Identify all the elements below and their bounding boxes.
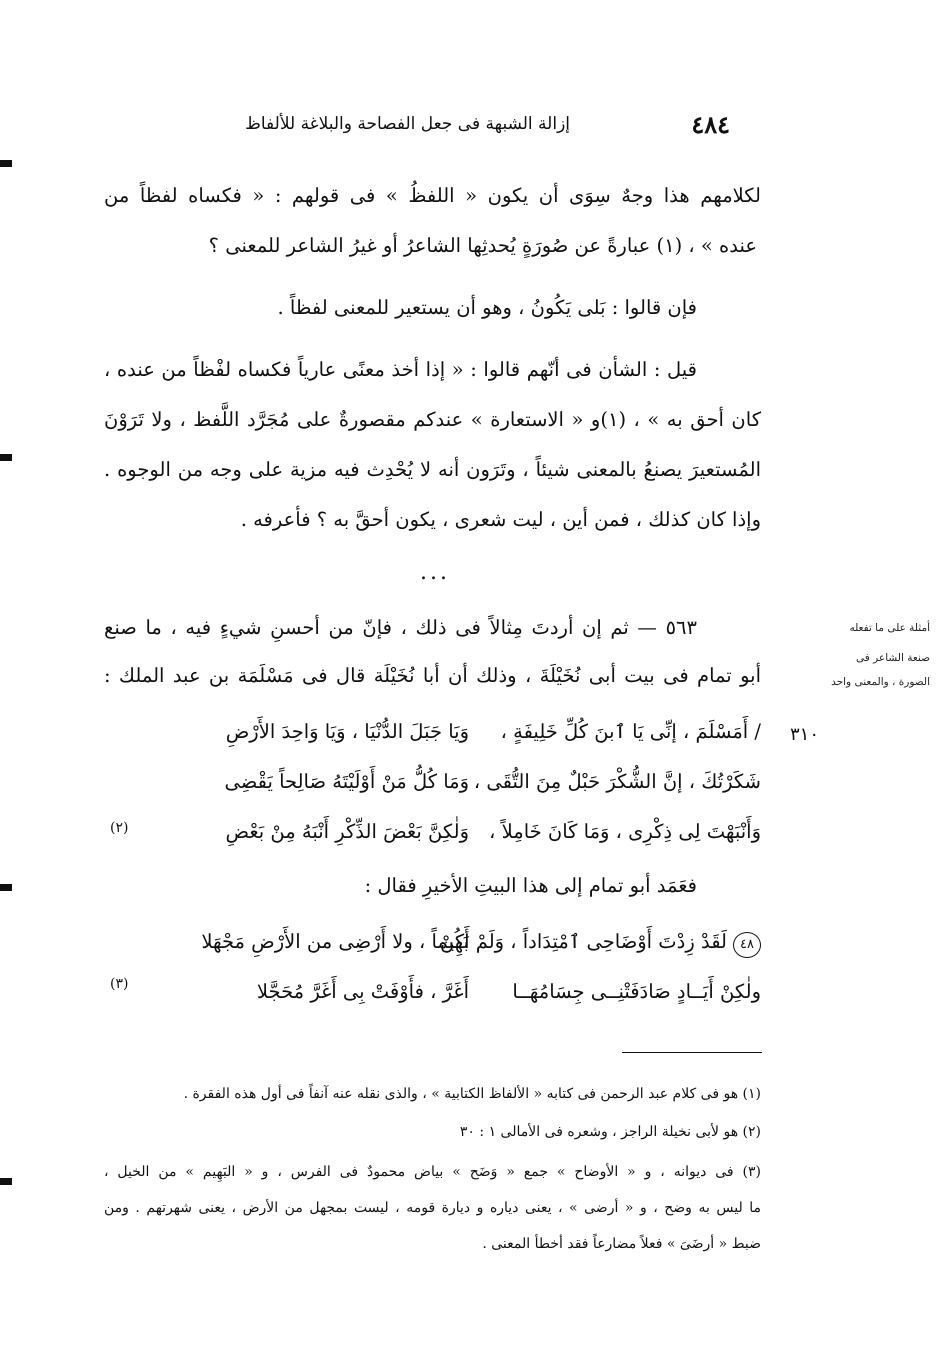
margin-note-line: صنعة الشاعر فى xyxy=(856,652,930,664)
section-separator: ... xyxy=(420,560,450,585)
footnote-reference: (٣) xyxy=(110,976,129,992)
footnote-rule xyxy=(622,1052,762,1053)
verse-hemistich-first: ولٰكِنْ أَيَــادٍ صَادَفَتْنِــى جِسَامُهَــا xyxy=(512,980,761,1003)
page-number: ٤٨٤ xyxy=(691,110,730,139)
verse-hemistich-second: بَهِيماً ، ولا أَرْضِى من الأَرْضِ مَجْهَلا xyxy=(201,930,469,953)
verse-text: لَقَدْ زِدْتَ أَوْضَاحِى ٱمْتِدَاداً ، وَلَمْ أَكُنْ xyxy=(439,930,727,953)
verse-hemistich-first xyxy=(440,930,761,958)
verse-hemistich-first: / أَمَسْلَمَ ، إنِّى يَا ٱبنَ كُلِّ خَلِيفَةٍ ، xyxy=(500,720,761,743)
verse-hemistich-second: وَيَا جَبَلَ الدُّنْيَا ، وَيَا وَاحِدَ الأَرْضِ xyxy=(225,720,469,743)
edge-mark xyxy=(0,884,12,891)
transition-line: فعَمَد أبو تمام إلى هذا البيتِ الأخيرِ فقال : xyxy=(364,874,697,897)
margin-note-line: الصورة ، والمعنى واحد xyxy=(831,676,930,688)
paragraph-563-line: أبو تمام فى بيت أبى نُخَيْلَةَ ، وذلك أن أبا نُخَيْلَة قال فى مَسْلَمَة بن عبد الملك : xyxy=(104,664,761,687)
footnote-3: (٣) فى ديوانه ، و « الأوضاح » جمع « وَضَح » بياض محمودٌ فى الفرس ، و « البَهِيم » من الخيل ، xyxy=(104,1164,761,1180)
verse-hemistich-second: أَغَرَّ ، فأَوْفَتْ بِى أَغَرَّ مُحَجَّلا xyxy=(256,980,469,1003)
body-line: كان أحق به » ، (١)و « الاستعارة » عندكم مقصورةٌ على مُجَرَّد اللَّفظ ، ولا تَرَوْنَ xyxy=(104,408,761,431)
edge-mark xyxy=(0,160,12,167)
running-header xyxy=(245,110,730,140)
body-line: فإن قالوا : بَلى يَكُونُ ، وهو أن يستعير للمعنى لفظاً . xyxy=(277,296,697,319)
margin-note-line: أمثلة على ما تفعله xyxy=(849,622,930,634)
verse-hemistich-first: وَأَنْبَهْتَ لِى ذِكْرِى ، وَمَا كَانَ خَامِلاً ، xyxy=(489,820,761,843)
footnote-reference: (٢) xyxy=(110,820,129,836)
footnote-3-continued: ما ليس به وضح ، و « أرضى » ، يعنى دياره و ديارة قومه ، ليست بمجهل من الأرض ، يعنى شهرتهم . ومن xyxy=(104,1200,761,1216)
body-line: المُستعيرَ يصنعُ بالمعنى شيئاً ، وتَرَون أنه لا يُحْدِث فيه مزية على وجه من الوجوه . xyxy=(104,458,761,481)
footnote-2: (٢) هو لأبى نخيلة الراجز ، وشعره فى الأمالى ١ : ٣٠ xyxy=(459,1124,761,1140)
verse-hemistich-second: وَمَا كُلُّ مَنْ أَوْلَيْتَهُ صَالِحاً يَقْضِى xyxy=(224,770,469,793)
header-title: إزالة الشبهة فى جعل الفصاحة والبلاغة للألفاظ xyxy=(245,114,570,134)
paragraph-563-line: ٥٦٣ — ثم إن أردتَ مِثالاً فى ذلك ، فإنّ من أحسنِ شيءٍ فيه ، ما صنع xyxy=(104,616,697,639)
body-line: لكلامهم هذا وجهٌ سِوَى أن يكون « اللفظُ » فى قولهم : « فكساه لفظاً من xyxy=(104,184,762,207)
edge-mark xyxy=(0,454,12,461)
body-line: وإذا كان كذلك ، فمن أين ، ليت شعرى ، يكون أحقَّ به ؟ فأعرفه . xyxy=(240,508,761,531)
body-line: قيل : الشأن فى أنّهم قالوا : « إذا أخذ معنًى عارياً فكساه لفْظاً من عنده ، xyxy=(104,358,697,381)
edge-mark xyxy=(0,1178,12,1185)
footnote-1: (١) هو فى كلام عبد الرحمن فى كتابه « الألفاظ الكتابية » ، والذى نقله عنه آنفاً فى أول هذه الفقرة . xyxy=(183,1086,761,1102)
body-line: عنده » ، (١) عبارةً عن صُورَةٍ يُحدثِها الشاعرُ أو غيرُ الشاعر للمعنى ؟ xyxy=(208,234,757,257)
numbered-circle-badge: ٤٨ xyxy=(733,932,761,958)
verse-number: ٣١٠ xyxy=(790,724,820,745)
footnote-3-continued: ضبط « أرضَىَ » فعلاً مضارعاً فقد أخطأ المعنى . xyxy=(482,1236,761,1252)
verse-hemistich-first: شَكَرْتُكَ ، إنَّ الشُّكْرَ حَبْلٌ مِنَ التُّقَى ، xyxy=(473,770,761,793)
verse-hemistich-second: وَلٰكِنَّ بَعْضَ الذِّكْرِ أَنْبَهُ مِنْ بَعْضِ xyxy=(225,820,469,843)
